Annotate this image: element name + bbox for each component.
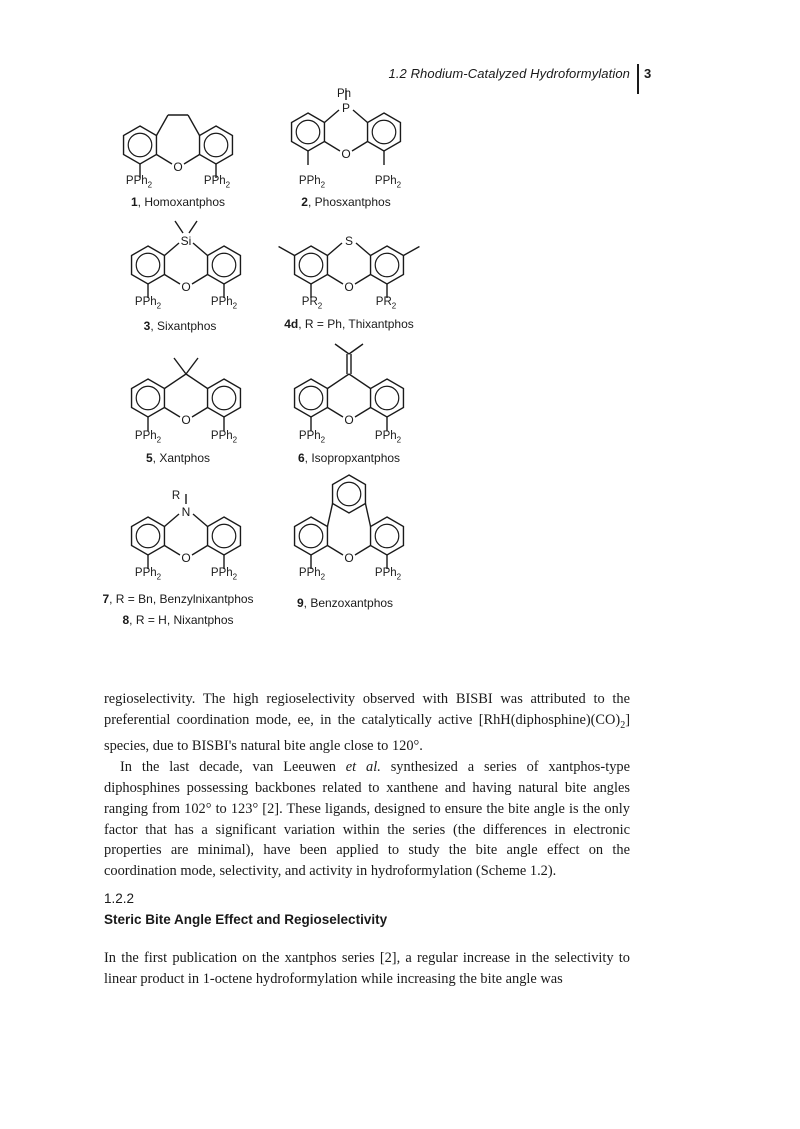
compound-7-right-ring-aromatic-circle	[212, 524, 236, 548]
compound-7-left-label: PPh$_2$	[134, 567, 162, 582]
compound-1-ethano-right	[188, 115, 200, 136]
compound-4d-right-ring-aromatic-circle	[375, 253, 399, 277]
compound-1-caption: 1, Homoxantphos	[130, 195, 226, 209]
compound-5-bridge-bond-left	[164, 374, 186, 389]
compound-4d-bridge-bond-right	[356, 243, 371, 256]
compound-6-methyl-left	[335, 344, 349, 354]
compound-1-right-ring-aromatic-circle	[204, 133, 228, 157]
body-paragraph-3-wrap	[104, 948, 630, 990]
compound-6-left-ring-aromatic-circle	[299, 386, 323, 410]
section-title: Steric Bite Angle Effect and Regioselectivity	[104, 912, 388, 927]
compound-2-o-bond-right	[352, 142, 368, 152]
compound-3-right-ring-aromatic-circle	[212, 253, 236, 277]
compound-3-right-label: PPh$_2$	[210, 296, 238, 311]
compound-2-bridge-sub: Ph	[336, 88, 352, 100]
compound-4d-o-bond-left	[327, 275, 343, 285]
compound-4d-o-bond-right	[355, 275, 371, 285]
section-number: 1.2.2	[104, 891, 135, 906]
compound-9-right-label: PPh$_2$	[374, 567, 402, 582]
compound-4d-right-label: $PR_2$	[375, 296, 397, 311]
compound-5-caption: 5, Xantphos	[145, 451, 211, 465]
compound-9-oxygen: O	[344, 551, 354, 565]
compound-9-right-ring-aromatic-circle	[375, 524, 399, 548]
compound-2-left-label: PPh$_2$	[298, 175, 326, 190]
compound-6-o-bond-right	[355, 408, 371, 418]
compound-4d-ring-methyl-right	[403, 247, 419, 256]
compound-7-o-bond-right	[192, 546, 208, 556]
compound-5-left-label: PPh$_2$	[134, 430, 162, 445]
compound-7-o-bond-left	[164, 546, 180, 556]
compound-2-right-ring-aromatic-circle	[372, 120, 396, 144]
compound-5-o-bond-left	[164, 408, 180, 418]
compound-5-right-ring-aromatic-circle	[212, 386, 236, 410]
compound-6-bridge-bond-left	[327, 374, 349, 389]
compound-7-bridge-sub: R	[171, 490, 181, 502]
compound-6-right-ring-aromatic-circle	[375, 386, 399, 410]
compound-3-methyl-right	[189, 221, 197, 233]
compound-7-bridge-bond-right	[193, 514, 208, 527]
compound-3-left-ring-aromatic-circle	[136, 253, 160, 277]
running-title: 1.2 Rhodium-Catalyzed Hydroformylation	[388, 66, 630, 81]
compound-2-oxygen: O	[341, 147, 351, 161]
compound-5-oxygen: O	[181, 413, 191, 427]
compound-1-o-bond-left	[156, 155, 172, 165]
compound-6-o-bond-left	[327, 408, 343, 418]
compound-4d-bridge-atom: S	[344, 234, 354, 248]
compound-9-o-bond-right	[355, 546, 371, 556]
compound-6-oxygen: O	[344, 413, 354, 427]
compound-7-caption: 7, R = Bn, Benzylnixantphos	[102, 592, 254, 606]
compound-1-ethano-left	[156, 115, 168, 136]
compound-1-o-bond-right	[184, 155, 200, 165]
compound-7-oxygen: O	[181, 551, 191, 565]
compound-6-methyl-right	[349, 344, 363, 354]
compound-7-bridge-bond-left	[164, 514, 179, 527]
compound-2-left-ring-aromatic-circle	[296, 120, 320, 144]
compound-9-fused-ring-circle	[337, 482, 361, 506]
compound-9-fused-bond-right	[365, 504, 370, 527]
compound-7-left-ring-aromatic-circle	[136, 524, 160, 548]
paragraph-3: In the first publication on the xantphos series [2], a regular increase in the selectivity to linear product in 1-octene hydroformylation while increasing the bite angle was	[104, 950, 630, 987]
compound-5-left-ring-aromatic-circle	[136, 386, 160, 410]
paragraph-2: In the last decade, van Leeuwen et al. synthesized a series of xantphos-type diphosphines possessing backbones related to xanthene and having natural bite angles ranging from 102° to 123° [2]. These ligands, designed to ensure the bite angle is the only factor that has a significant variation within the series (the differences in electronic properties are minimal), have been applied to study the bite angle effect on the coordination mode, selectivity, and activity in hydroformylation (Scheme 1.2).	[104, 759, 630, 880]
compound-3-bridge-bond-left	[164, 243, 179, 256]
compound-2-bridge-bond-right	[353, 110, 368, 123]
compound-4d-oxygen: O	[344, 280, 354, 294]
compound-2-right-label: PPh$_2$	[374, 175, 402, 190]
compound-5-o-bond-right	[192, 408, 208, 418]
compound-4d-caption: 4d, R = Ph, Thixantphos	[284, 317, 414, 331]
compound-3-bridge-bond-right	[193, 243, 208, 256]
compound-5-methyl-right	[186, 358, 198, 374]
compound-7-bridge-atom: N	[181, 505, 191, 519]
compound-9-left-label: PPh$_2$	[298, 567, 326, 582]
paragraph-1: regioselectivity. The high regioselectivity observed with BISBI was attributed to the preferential coordination mode, ee, in the catalytically active $[RhH(diphosphine)(CO)_2]$ species, due to BISBI's natural bite angle close to 120°.	[104, 691, 630, 755]
compound-5-bridge-bond-right	[186, 374, 208, 389]
compound-6-caption: 6, Isopropxantphos	[297, 451, 401, 465]
compound-6-left-label: PPh$_2$	[298, 430, 326, 445]
compound-7-right-label: PPh$_2$	[210, 567, 238, 582]
compound-2-bridge-atom: P	[341, 101, 351, 115]
compound-3-methyl-left	[175, 221, 183, 233]
compound-9-left-ring-aromatic-circle	[299, 524, 323, 548]
compound-1-oxygen: O	[173, 160, 183, 174]
compound-1-right-label: PPh$_2$	[203, 175, 231, 190]
compound-3-o-bond-left	[164, 275, 180, 285]
compound-9-fused-bond-left	[327, 504, 332, 527]
compound-3-o-bond-right	[192, 275, 208, 285]
compound-2-o-bond-left	[324, 142, 340, 152]
compound-2-caption: 2, Phosxantphos	[301, 195, 391, 209]
compound-4d-ring-methyl-left	[279, 247, 295, 256]
page-number: 3	[644, 66, 652, 81]
compound-4d-bridge-bond-left	[327, 243, 342, 256]
compound-3-left-label: PPh$_2$	[134, 296, 162, 311]
compound-3-oxygen: O	[181, 280, 191, 294]
compound-6-bridge-bond-right	[349, 374, 371, 389]
compound-1-left-ring-aromatic-circle	[128, 133, 152, 157]
compound-9-caption: 9, Benzoxantphos	[296, 596, 394, 610]
compound-9-o-bond-left	[327, 546, 343, 556]
body-paragraphs	[104, 689, 630, 882]
compound-4d-left-ring-aromatic-circle	[299, 253, 323, 277]
compound-1-left-label: PPh$_2$	[125, 175, 153, 190]
compound-3-caption: 3, Sixantphos	[143, 319, 217, 333]
compound-5-right-label: PPh$_2$	[210, 430, 238, 445]
compound-5-methyl-left	[174, 358, 186, 374]
compound-6-right-label: PPh$_2$	[374, 430, 402, 445]
compound-2-bridge-bond-left	[324, 110, 339, 123]
compound-4d-left-label: $PR_2$	[301, 296, 323, 311]
compound-8-caption: 8, R = H, Nixantphos	[122, 613, 234, 627]
compound-3-bridge-atom: Si	[180, 234, 192, 248]
